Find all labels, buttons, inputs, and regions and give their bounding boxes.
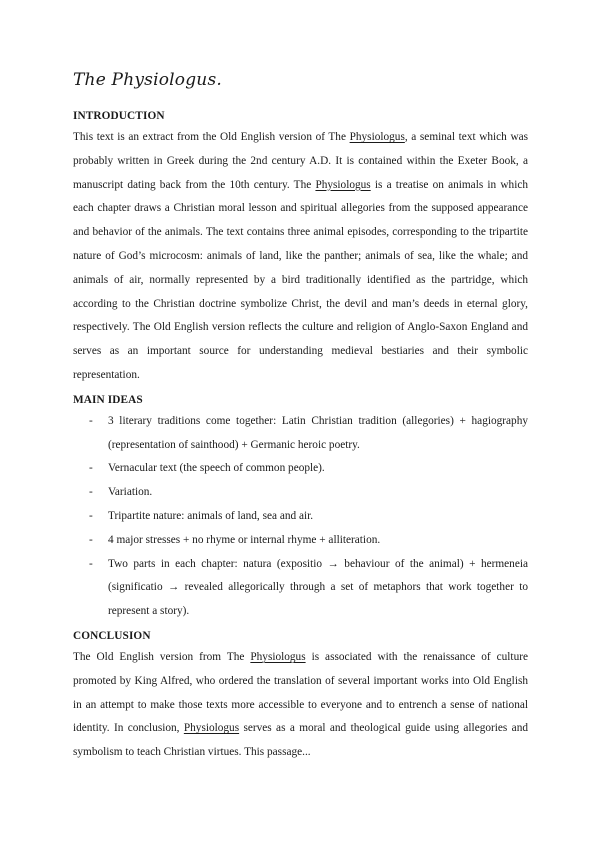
- list-item: [73, 410, 528, 458]
- conclusion-text-2: is associated with the renaissance of culture promoted by King Alfred, who ordered the translation of several important works into Old English in an attempt to make those texts more accessible to everyone and to entrench a sense of national identity. In conclusion,: [73, 650, 528, 735]
- list-dash: -: [89, 414, 93, 427]
- list-item: [73, 553, 528, 624]
- main-ideas-heading: MAIN IDEAS: [73, 393, 143, 406]
- conclusion-underlined-title-1: Physiologus: [250, 650, 306, 663]
- main-ideas-list: [73, 410, 528, 624]
- list-item-text: Variation.: [108, 486, 153, 499]
- list-item: [73, 529, 528, 553]
- list-item-text: 3 literary traditions come together: Latin Christian tradition (allegories) + hagiography (representation of sainthood) + Germanic heroic poetry.: [108, 414, 528, 451]
- list-dash: -: [89, 509, 93, 522]
- list-item-text: Two parts in each chapter: natura (expositio → behaviour of the animal) + hermeneia (significatio → revealed allegorically through a set of metaphors that work together to represent a story).: [108, 557, 528, 618]
- document-title: The Physiologus.: [73, 70, 222, 90]
- introduction-paragraph: [73, 126, 528, 388]
- intro-text-1: This text is an extract from the Old English version of The: [73, 131, 350, 143]
- intro-underlined-title-2: Physiologus: [315, 178, 371, 191]
- list-item: [73, 505, 528, 529]
- list-dash: -: [89, 486, 93, 499]
- conclusion-heading: CONCLUSION: [73, 629, 151, 642]
- intro-underlined-title-1: Physiologus: [349, 131, 405, 143]
- conclusion-paragraph: [73, 646, 528, 765]
- list-item: [73, 457, 528, 481]
- document-page: [73, 68, 528, 767]
- intro-text-2: , a seminal text which was probably written in Greek during the 2nd century A.D. It is contained within the Exeter Book, a manuscript dating back from the 10th century. The: [73, 131, 529, 191]
- list-dash: -: [89, 533, 93, 546]
- list-item-text: Tripartite nature: animals of land, sea and air.: [108, 509, 314, 522]
- conclusion-text-3: serves as a moral and theological guide using allegories and symbolism to teach Christian virtues. This passage...: [73, 722, 528, 759]
- list-item-text: 4 major stresses + no rhyme or internal rhyme + alliteration.: [108, 533, 381, 546]
- conclusion-text-1: The Old English version from The: [73, 650, 251, 663]
- conclusion-underlined-title-2: Physiologus: [183, 722, 240, 735]
- intro-text-3: is a treatise on animals in which each chapter draws a Christian moral lesson and spiritual allegories from the supposed appearance and behavior of the animals. The text contains three animal episodes, corresponding to the tripartite nature of God’s microcosm: animals of land, like the panther; animals of sea, like the whale; and animals of air, normally represented by a bird traditionally identified as the partridge, which according to the Christian doctrine symbolize Christ, the devil and man’s deeds in eternal glory, respectively. The Old English version reflects the culture and religion of Anglo-Saxon England and serves as an important source for understanding medieval bestiaries and their symbolic representation.: [73, 178, 528, 381]
- introduction-heading: INTRODUCTION: [73, 110, 165, 122]
- list-dash: -: [89, 557, 93, 570]
- list-item: [73, 481, 528, 505]
- list-dash: -: [89, 462, 93, 475]
- list-item-text: Vernacular text (the speech of common people).: [108, 462, 325, 475]
